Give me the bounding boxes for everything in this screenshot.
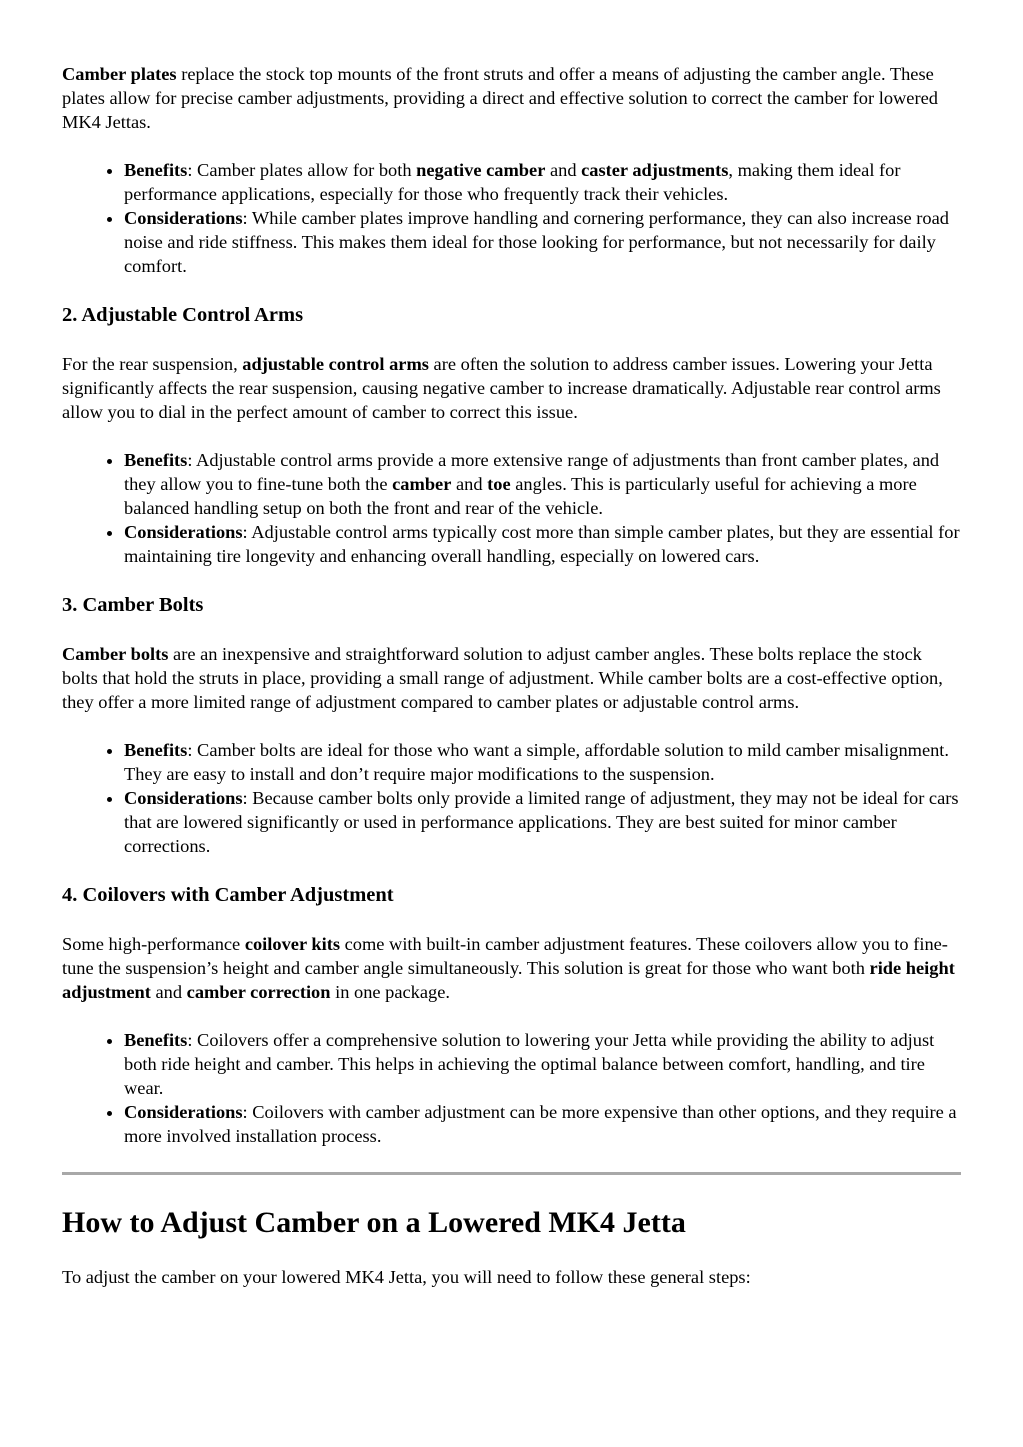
coilovers-list: [62, 1028, 961, 1148]
considerations-label: Considerations: [124, 208, 243, 228]
list-item: • Benefits: Coilovers offer a comprehensive solution to lowering your Jetta while providing the ability to adjust both ride height and camber. This helps in achieving the optimal balance between comfort, handling, and tire wear.: [124, 1028, 961, 1100]
list-item: • Considerations: Because camber bolts only provide a limited range of adjustment, they may not be ideal for cars that are lowered significantly or used in performance applications. They are best suited for minor camber corrections.: [124, 786, 961, 858]
considerations-label: Considerations: [124, 522, 243, 542]
list-item: • Benefits: Adjustable control arms provide a more extensive range of adjustments than front camber plates, and they allow you to fine-tune both the camber and toe angles. This is particularly useful for achieving a more balanced handling setup on both the front and rear of the vehicle.: [124, 448, 961, 520]
section-heading-camber-bolts: 3. Camber Bolts: [62, 594, 204, 616]
how-to-intro: To adjust the camber on your lowered MK4 Jetta, you will need to follow these general steps:: [62, 1267, 751, 1287]
list-item: • Benefits: Camber bolts are ideal for those who want a simple, affordable solution to mild camber misalignment. They are easy to install and don’t require major modifications to the suspension.: [124, 738, 961, 786]
section-heading-coilovers: 4. Coilovers with Camber Adjustment: [62, 884, 394, 906]
benefits-label: Benefits: [124, 160, 188, 180]
camber-bolts-paragraph: Camber bolts are an inexpensive and straightforward solution to adjust camber angles. These bolts replace the stock bolts that hold the struts in place, providing a small range of adjustment. While camber bolts are a cost-effective option, they offer a more limited range of adjustment compared to camber plates or adjustable control arms.: [62, 644, 943, 712]
list-item: • Benefits: Camber plates allow for both negative camber and caster adjustments, making them ideal for performance applications, especially for those who frequently track their vehicles.: [124, 158, 961, 206]
list-item: • Considerations: Adjustable control arms typically cost more than simple camber plates, but they are essential for maintaining tire longevity and enhancing overall handling, especially on lowered cars.: [124, 520, 961, 568]
adjustable-control-arms-list: [62, 448, 961, 568]
list-item: • Considerations: While camber plates improve handling and cornering performance, they can also increase road noise and ride stiffness. This makes them ideal for those looking for performance, but not necessarily for daily comfort.: [124, 206, 961, 278]
camber-plates-list: [62, 158, 961, 278]
benefits-label: Benefits: [124, 450, 188, 470]
benefits-label: Benefits: [124, 1030, 188, 1050]
bold-term: Camber plates: [62, 64, 177, 84]
section-heading-adjustable-control-arms: 2. Adjustable Control Arms: [62, 304, 304, 326]
camber-bolts-list: [62, 738, 961, 858]
camber-plates-paragraph: Camber plates replace the stock top mounts of the front struts and offer a means of adjusting the camber angle. These plates allow for precise camber adjustments, providing a direct and effective solution to correct the camber for lowered MK4 Jettas.: [62, 64, 938, 132]
section-divider: [62, 1172, 961, 1175]
benefits-label: Benefits: [124, 740, 188, 760]
considerations-label: Considerations: [124, 788, 243, 808]
coilovers-paragraph: Some high-performance coilover kits come with built-in camber adjustment features. These coilovers allow you to fine-tune the suspension’s height and camber angle simultaneously. This solution is great for those who want both ride height adjustment and camber correction in one package.: [62, 934, 955, 1002]
adjustable-control-arms-paragraph: For the rear suspension, adjustable control arms are often the solution to address camber issues. Lowering your Jetta significantly affects the rear suspension, causing negative camber to increase dramatically. Adjustable rear control arms allow you to dial in the perfect amount of camber to correct this issue.: [62, 354, 941, 422]
list-item: • Considerations: Coilovers with camber adjustment can be more expensive than other options, and they require a more involved installation process.: [124, 1100, 961, 1148]
how-to-heading: How to Adjust Camber on a Lowered MK4 Jetta: [62, 1206, 686, 1239]
considerations-label: Considerations: [124, 1102, 243, 1122]
